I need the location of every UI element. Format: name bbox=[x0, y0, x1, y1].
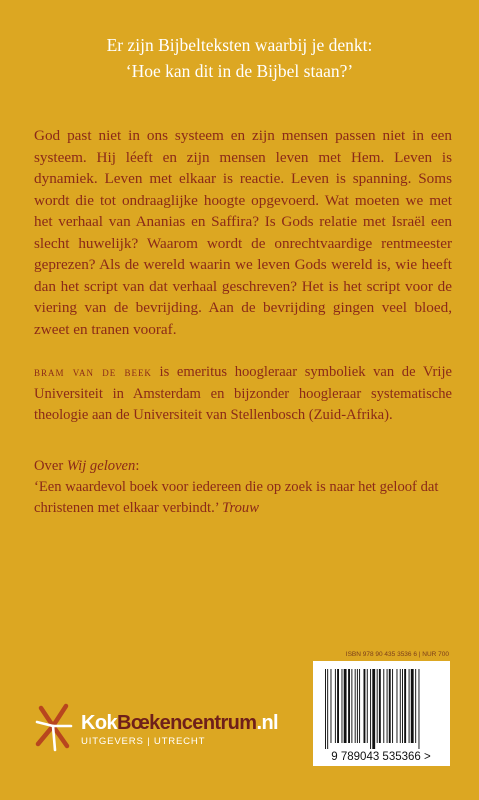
author-name: bram van de beek bbox=[34, 364, 152, 379]
publisher-name-kok: Kok bbox=[81, 712, 117, 734]
barcode-bar bbox=[392, 669, 393, 743]
barcode-bar bbox=[335, 669, 336, 743]
barcode-bar bbox=[397, 669, 398, 743]
review-quote-text: ‘Een waardevol boek voor iedereen die op zoek is naar het geloof dat christenen met elkaar verbindt.’ bbox=[34, 479, 439, 516]
publisher-mark-icon bbox=[33, 700, 73, 754]
barcode-bar bbox=[377, 669, 378, 743]
author-bio-text: is emeritus hoogleraar symboliek van de Vrije Universiteit in Amsterdam en bijzonder hoogleraar systematische theologie aan de Universiteit van Stellenbosch (Zuid-Afrika). bbox=[34, 364, 452, 423]
barcode-bar bbox=[325, 669, 326, 749]
back-cover-tagline bbox=[0, 32, 479, 84]
barcode-bar bbox=[348, 669, 350, 743]
barcode-bar bbox=[327, 669, 328, 749]
barcode-bar bbox=[411, 669, 414, 743]
barcode-bar bbox=[404, 669, 406, 743]
barcode-bar bbox=[383, 669, 384, 743]
review-source: Trouw bbox=[222, 500, 259, 516]
barcode-bar bbox=[419, 669, 420, 749]
barcode-bar bbox=[357, 669, 358, 743]
review-text bbox=[34, 477, 452, 519]
barcode-graphic bbox=[313, 661, 450, 766]
barcode-bar bbox=[351, 669, 352, 743]
barcode-bar bbox=[355, 669, 356, 743]
barcode-bar bbox=[370, 669, 371, 749]
barcode-bar bbox=[342, 669, 343, 743]
barcode-bar bbox=[331, 669, 332, 743]
tagline-line-1: Er zijn Bijbelteksten waarbij je denkt: bbox=[106, 35, 373, 55]
blurb-paragraph: God past niet in ons systeem en zijn mensen passen niet in een systeem. Hij léeft en zijn mensen leven met Hem. Leven is dynamiek. Leven met elkaar is reactie. Leven is spanning. Soms wordt die tot ondraaglijke hoogte opgevoerd. Wat moeten we met het verhaal van Ananias en Saffira? Is Gods relatie met Israël een slecht huwelijk? Waarom wordt de onrechtvaardige rentmeester geprezen? Als de wereld waarin we leven Gods wereld is, wie heeft dan het script van dat verhaal geschreven? Het is het script voor de viering van de bevrijding. Aan de bevrijding gingen veel bloed, zweet en tranen vooraf. bbox=[34, 127, 452, 338]
review-quote bbox=[34, 456, 452, 519]
isbn-nur-line: ISBN 978 90 435 3536 6 | NUR 700 bbox=[345, 651, 449, 658]
barcode-bar bbox=[409, 669, 410, 743]
barcode-bar bbox=[337, 669, 339, 743]
barcode-bar bbox=[364, 669, 366, 743]
publisher-name-tld: .nl bbox=[256, 712, 279, 734]
barcode-bar bbox=[400, 669, 401, 743]
barcode-digits: 9 789043 535366 > bbox=[331, 751, 431, 763]
tagline-line-2: ‘Hoe kan dit in de Bijbel staan?’ bbox=[125, 61, 354, 81]
review-prefix: Over bbox=[34, 458, 67, 474]
author-bio bbox=[34, 361, 452, 427]
barcode-bar bbox=[387, 669, 388, 743]
publisher-subtitle: UITGEVERS | UTRECHT bbox=[81, 736, 206, 747]
barcode-bar bbox=[379, 669, 381, 743]
review-colon: : bbox=[135, 458, 140, 474]
barcode-bar bbox=[415, 669, 416, 743]
publisher-name bbox=[81, 712, 278, 735]
review-heading bbox=[34, 456, 452, 477]
barcode-bar bbox=[359, 669, 360, 743]
barcode-bar bbox=[344, 669, 347, 743]
barcode-bar bbox=[367, 669, 368, 743]
barcode-bar bbox=[389, 669, 391, 743]
barcode-bar bbox=[402, 669, 403, 743]
barcode-bar bbox=[372, 669, 375, 749]
publisher-name-boekencentrum: Bœkencentrum bbox=[116, 712, 257, 734]
barcode bbox=[313, 661, 450, 766]
publisher-logo bbox=[33, 700, 303, 760]
review-book-title: Wij geloven bbox=[66, 458, 136, 474]
